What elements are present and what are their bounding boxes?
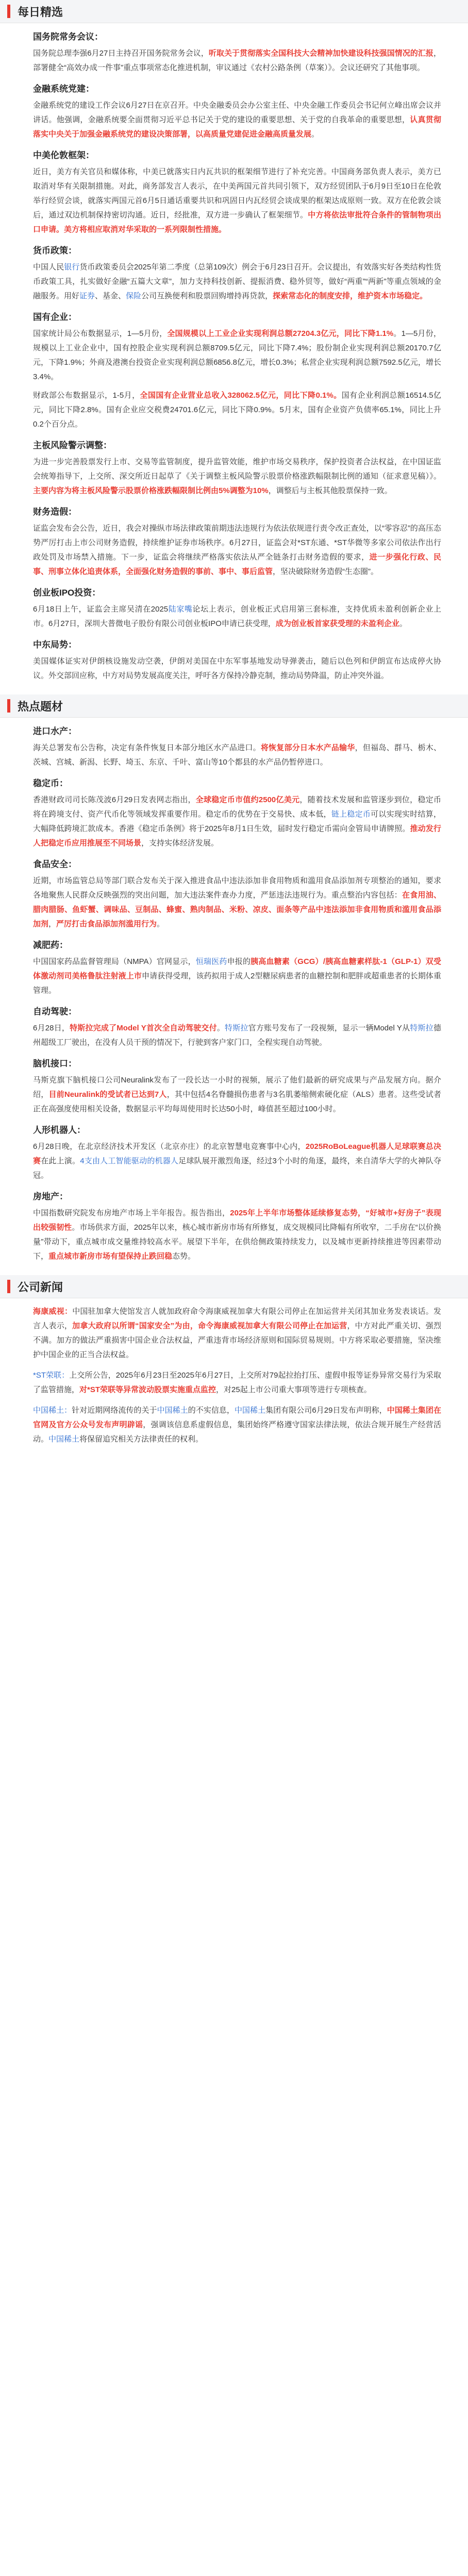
section-header-hot xyxy=(0,694,468,718)
highlight-text: 在食用油、腊肉腊肠、鱼虾蟹、调味品、豆制品、蜂蜜、熟肉制品、米粉、凉皮、面条等产品中违法添加非食用物质和滥用食品添加剂 xyxy=(33,891,441,928)
news-paragraph xyxy=(33,654,441,683)
highlight-text: 特斯拉完成了Model Y首次全自动驾驶交付 xyxy=(70,1024,217,1032)
news-item-title: 国有企业： xyxy=(33,312,77,322)
body-text: 将保留追究相关方法律责任的权利。 xyxy=(79,1435,204,1444)
stock-link[interactable]: 保险 xyxy=(126,292,142,300)
news-item xyxy=(33,1403,441,1447)
news-item-title: 人形机器人： xyxy=(33,1125,86,1135)
news-paragraph xyxy=(33,98,441,142)
body-text: 6月28日晚，在北京经济技术开发区（北京亦庄）的北京智慧电竞赛事中心内， xyxy=(33,1142,306,1151)
news-item xyxy=(33,243,441,303)
news-item-title: 创业板IPO投资： xyxy=(33,588,101,598)
body-text: 为进一步完善股票发行上市、交易等监管制度，提升监管效能，维护市场交易秩序，保护投资者合法权益，在中国证监会统筹指导下，上交所、深交所近日起草了《关于调整主板风险警示股票价格涨跌幅限制比例的通知（征求意见稿）》。 xyxy=(33,457,441,481)
news-paragraph xyxy=(33,1206,441,1264)
body-text: ，部署健全“高效办成一件事”重点事项常态化推进机制，审议通过《农村公路条例（草案）》。会议还研究了其他事项。 xyxy=(33,49,441,72)
body-text: 。 xyxy=(157,920,165,928)
stock-link[interactable]: 银行 xyxy=(64,263,80,272)
body-text: 。 xyxy=(399,619,407,628)
body-text: ，支持实体经济发展。 xyxy=(141,839,219,848)
news-item xyxy=(33,724,441,770)
stock-link[interactable]: 中国稀土 xyxy=(234,1406,266,1415)
body-text: 6月18日上午，证监会主席吴清在2025 xyxy=(33,605,169,614)
highlight-text: 胰高血糖素（GCG）/胰高血糖素样肽-1（GLP-1）双受体激动剂司美格鲁肽注射液上市 xyxy=(33,957,441,980)
news-item xyxy=(33,1123,441,1183)
body-text: 中国国家药品监督管理局（NMPA）官网显示， xyxy=(33,957,196,966)
body-text: ，中方对此严重关切、强烈不满。加方的做法严重损害中国企业合法权益，严重违背市场经济原则和国际贸易规则。中方将采取必要措施，坚决维护中国企业的正当合法权益。 xyxy=(33,1321,441,1359)
stock-link[interactable]: 特斯拉 xyxy=(410,1024,433,1032)
stock-link[interactable]: 4支由人工智能驱动的机器人 xyxy=(80,1157,179,1165)
highlight-text: 推动发行人把稳定币应用推展至不同场景 xyxy=(33,824,441,848)
news-item xyxy=(33,938,441,998)
news-item xyxy=(33,776,441,851)
highlight-text: 全国国有企业营业总收入328062.5亿元，同比下降0.1%。 xyxy=(140,391,342,400)
news-item xyxy=(33,504,441,579)
body-text: 官方账号发布了一段视频，显示一辆Model Y从 xyxy=(248,1024,410,1032)
highlight-text: 听取关于贯彻落实全国科技大会精神加快建设科技强国情况的汇报 xyxy=(208,49,433,58)
body-text: 。1—5月份，规模以上工业企业中，国有控股企业实现利润总额8709.5亿元，同比下降7.4%；股份制企业实现利润总额20170.7亿元，下降1.9%；外商及港澳台投资企业实现利润总额6856.8亿元，增长0.3%；私营企业实现利润总额7592.5亿元，增长3.4%。 xyxy=(33,329,442,381)
body-text: 足球队展开激烈角逐，经过3个小时的角逐，最终，来自清华大学的火神队夺冠。 xyxy=(33,1157,441,1180)
news-paragraph xyxy=(33,455,441,498)
highlight-text: 进一步强化行政、民事、刑事立体化追责体系，全面强化财务造假的事前、事中、事后监管 xyxy=(33,553,441,576)
body-text: 针对近期网络流传的关于 xyxy=(72,1406,157,1415)
body-text: 中国指数研究院发布房地产市场上半年报告。报告指出， xyxy=(33,1209,230,1217)
news-paragraph xyxy=(33,1140,441,1183)
stock-link[interactable]: *ST荣联： xyxy=(33,1371,70,1380)
section-company xyxy=(0,1275,468,1458)
section-bar xyxy=(7,699,10,713)
section-daily xyxy=(0,0,468,694)
section-title: 热点题材 xyxy=(18,700,63,713)
news-item-title: 中美伦敦框架： xyxy=(33,150,94,160)
body-text: 。市场供求方面，2025年以来，核心城市新房市场有所修复，成交规模同比降幅有所收窄，二手房在“以价换量”带动下，重点城市成交量维持较高水平。展望下半年，在供给侧政策持续发力，以及城市更新持续推进等因素带动下， xyxy=(33,1223,441,1261)
news-item-title: 货币政策： xyxy=(33,246,77,256)
body-text: 态势。 xyxy=(172,1252,196,1261)
section-header-company xyxy=(0,1275,468,1298)
body-text: 申报的 xyxy=(227,957,251,966)
body-text: 6月28日， xyxy=(33,1024,70,1032)
body-text: 国家统计局公布数据显示，1—5月份， xyxy=(33,329,168,338)
news-item-title: 国务院常务会议： xyxy=(33,32,103,42)
news-item xyxy=(33,585,441,631)
highlight-text: 重点城市新房市场有望保持止跌回稳 xyxy=(48,1252,173,1261)
body-text: ，调整后与主板其他股票保持一致。 xyxy=(268,486,392,495)
section-bar xyxy=(7,1280,10,1293)
news-paragraph xyxy=(33,1304,441,1362)
section-title: 公司新闻 xyxy=(18,1280,63,1294)
highlight-text: 2025RoBoLeague机器人足球联赛总决赛 xyxy=(33,1142,442,1165)
body-text: 。 xyxy=(216,1024,225,1032)
news-item xyxy=(33,310,441,432)
body-text: 德州超级工厂驶出，在没有人员干预的情况下，行驶到客户家门口，全程实现自动驾驶。 xyxy=(33,1024,441,1047)
stock-link[interactable]: 证券 xyxy=(79,292,95,300)
news-item xyxy=(33,29,441,75)
highlight-text: 2025年上半年市场整体延续修复态势，“好城市+好房子”表现出较强韧性 xyxy=(33,1209,441,1232)
news-item-title: 稳定币： xyxy=(33,778,68,788)
body-text: 美国媒体证实对伊朗核设施发动空袭，伊朗对美国在中东军事基地发动导弹袭击，随后以色列和伊朗宣布达成停火协议。外交部回应称，中方对局势发展高度关注，呼吁各方保持冷静克制，推动局势降温，防止冲突外溢。 xyxy=(33,657,441,680)
highlight-text: 中方将依法审批符合条件的管制物项出口申请。美方将相应取消对华采取的一系列限制性措施。 xyxy=(33,211,441,234)
news-item-title: 中东局势： xyxy=(33,640,77,650)
body-text: 申请获得受理，该药拟用于成人2型糖尿病患者的血糖控制和肥胖或超重患者的长期体重管理。 xyxy=(33,972,441,995)
stock-link[interactable]: 中国稀土 xyxy=(48,1435,80,1444)
news-paragraph xyxy=(33,874,441,931)
body-text: 中国人民 xyxy=(33,263,64,272)
highlight-text: 目前Neuralink的受试者已达到7人 xyxy=(48,1090,167,1099)
body-text: 货币政策委员会2025年第二季度（总第109次）例会于6月23日召开。会议提出，有效落实好各类结构性货币政策工具，扎实做好金融“五篇大文章”，加力支持科技创新、提振消费、稳外贸等，做好“两重”“两新”等重点领域的金融服务。用好 xyxy=(33,263,441,300)
highlight-text: 成为创业板首家获受理的未盈利企业 xyxy=(275,619,399,628)
body-text: 近日，美方有关官员和媒体称，中美已就落实日内瓦共识的框架细节进行了补充完善。中国商务部负责人表示，美方已取消对华有关限制措施。对此，商务部发言人表示，在中美两国元首共同引领下，双方经贸团队于6月9日至10日在伦敦举行经贸会谈，就落实两国元首6月5日通话重要共识和巩固日内瓦经贸会谈成果的框架达成原则一致。双方在伦敦会谈后，通过双边机制保持密切沟通。近日，经批准，双方进一步确认了框架细节。 xyxy=(33,167,441,219)
body-text: 可以实现实时结算，大幅降低跨境汇款成本。香港《稳定币条例》将于2025年8月1日生效，届时发行稳定币需向金管局申请牌照。 xyxy=(33,810,441,833)
news-item-title: 进口水产： xyxy=(33,726,77,736)
news-item-title: 脑机接口： xyxy=(33,1059,77,1069)
stock-link[interactable]: 特斯拉 xyxy=(225,1024,248,1032)
section-hot xyxy=(0,694,468,1275)
body-text: ，但福岛、群马、栃木、茨城、宫城、新潟、长野、埼玉、东京、千叶、富山等10个都县的水产品仍暂停进口。 xyxy=(33,743,441,767)
body-text: 在此上演。 xyxy=(41,1157,80,1165)
highlight-text: 中国稀土集团在官网及官方公众号发布声明辟谣 xyxy=(33,1406,441,1429)
body-text: 国有企业利润总额16514.5亿元，同比下降2.8%。国有企业应交税费24701.6亿元，同比下降0.9%。5月末，国有企业资产负债率65.1%，同比上升0.2个百分点。 xyxy=(33,391,441,429)
news-item-title: 财务造假： xyxy=(33,507,77,517)
news-item-title: 食品安全： xyxy=(33,859,77,869)
stock-link[interactable]: 陆家嘴 xyxy=(168,605,193,614)
highlight-text: 对*ST荣联等异常波动股票实施重点监控 xyxy=(79,1385,216,1394)
news-item xyxy=(33,148,441,237)
news-item xyxy=(33,1189,441,1264)
highlight-text: 认真贯彻落实中央关于加强金融系统党的建设决策部署，以高质量党建促进金融高质量发展 xyxy=(33,115,441,139)
section-title: 每日精选 xyxy=(18,5,63,19)
news-item xyxy=(33,1304,441,1362)
body-text: 近期，市场监管总局等部门联合发布关于深入推进食品中违法添加非食用物质和滥用食品添加剂专项整治的通知，要求各地聚焦人民群众反映强烈的突出问题，加大违法案件查办力度，严惩违法违规行为。重点整治内容包括： xyxy=(33,876,441,900)
body-text: ，其中包括4名脊髓损伤患者与3名肌萎缩侧索硬化症（ALS）患者。这些受试者正在高强度使用相关设备，数据显示平均每周使用时长达50小时，峰值甚至超过100小时。 xyxy=(33,1090,441,1113)
news-paragraph xyxy=(33,1021,441,1050)
highlight-text: 全国规模以上工业企业实现利润总额27204.3亿元，同比下降1.1% xyxy=(167,329,394,338)
news-paragraph xyxy=(33,602,441,631)
body-text: ，随着技术发展和监管逐步到位，稳定币将在跨境支付、资产代币化等领域发挥重要作用。稳定币的优势在于交易快、成本低， xyxy=(33,795,441,819)
body-text: 马斯克旗下脑机接口公司Neuralink发布了一段长达一小时的视频，展示了他们最新的研究成果与产品发展方向。据介绍， xyxy=(33,1076,441,1099)
news-paragraph xyxy=(33,46,441,75)
news-paragraph xyxy=(33,793,441,851)
highlight-text: 探索常态化的制度安排，维护资本市场稳定。 xyxy=(273,292,428,300)
news-paragraph xyxy=(33,741,441,770)
news-item-title: 金融系统党建： xyxy=(33,84,94,94)
body-text: ，坚决破除财务造假“生态圈”。 xyxy=(273,567,379,576)
body-text: 、基金、 xyxy=(95,292,126,300)
news-paragraph xyxy=(33,327,441,384)
body-text: 金融系统党的建设工作会议6月27日在京召开。中央金融委员会办公室主任、中央金融工作委员会书记何立峰出席会议并讲话。他强调，金融系统要全面贯彻习近平总书记关于党的建设的重要思想、关于党的自我革命的重要思想， xyxy=(33,101,441,124)
body-text: 集团有限公司6月29日发布声明称， xyxy=(265,1406,387,1415)
news-item xyxy=(33,1368,441,1397)
body-text: ， xyxy=(48,920,57,928)
section-content xyxy=(0,1298,468,1458)
body-text: 财政部公布数据显示，1-5月， xyxy=(33,391,140,400)
news-paragraph xyxy=(33,1403,441,1447)
section-content xyxy=(0,718,468,1275)
news-paragraph xyxy=(33,521,441,579)
news-paragraph xyxy=(33,1368,441,1397)
news-paragraph xyxy=(33,1073,441,1116)
news-item xyxy=(33,81,441,142)
body-text: 海关总署发布公告称，决定有条件恢复日本部分地区水产品进口。 xyxy=(33,743,261,752)
news-paragraph xyxy=(33,165,441,237)
highlight-text: 海康威视： xyxy=(33,1307,73,1316)
body-text: 上交所公告，2025年6月23日至2025年6月27日，上交所对79起拉抬打压、虚假申报等证券异常交易行为采取了监管措施， xyxy=(33,1371,441,1394)
highlight-text: 加拿大政府以所谓“国家安全”为由，命令海康威视加拿大有限公司停止在加运营 xyxy=(72,1321,347,1330)
news-item xyxy=(33,1056,441,1116)
news-item xyxy=(33,857,441,931)
body-text: 证监会发布会公告，近日，我会对操纵市场法律政策前期违法违规行为依法依规进行责令改正查处，以“零容忍”的高压态势严厉打击上市公司财务造假，持续维护证券市场秩序。6月27日，证监会对*ST东通、*ST华微等多家公司依法作出行政处罚及市场禁入措施。下一步，证监会将继续严格落实依法从严全链条打击财务造假的要求， xyxy=(33,524,441,562)
stock-link[interactable]: 中国稀土： xyxy=(33,1406,72,1415)
section-header-daily xyxy=(0,0,468,23)
stock-link[interactable]: 恒瑞医药 xyxy=(195,957,227,966)
body-text: 中国驻加拿大使馆发言人就加政府命令海康威视加拿大有限公司停止在加运营并关闭其加业务发表谈话。发言人表示， xyxy=(33,1307,441,1330)
news-paragraph xyxy=(33,388,441,432)
news-item xyxy=(33,438,441,498)
section-bar xyxy=(7,5,10,18)
body-text: 的不实信息， xyxy=(188,1406,235,1415)
highlight-text: 严厉打击食品添加剂滥用行为 xyxy=(56,920,157,928)
news-item-title: 房地产： xyxy=(33,1192,68,1201)
body-text: ，对25起上市公司重大事项等进行专项核查。 xyxy=(216,1385,372,1394)
news-item xyxy=(33,1004,441,1050)
body-text: ，强调该信息系虚假信息，集团始终严格遵守国家法律法规，依法合规开展生产经营活动。 xyxy=(33,1420,441,1444)
news-paragraph xyxy=(33,260,441,303)
stock-link[interactable]: 中国稀土 xyxy=(157,1406,188,1415)
news-item-title: 自动驾驶： xyxy=(33,1007,77,1016)
body-text: 国务院总理李强6月27日主持召开国务院常务会议， xyxy=(33,49,209,58)
body-text: 香港财政司司长陈茂波6月29日发表网志指出， xyxy=(33,795,196,804)
section-content xyxy=(0,23,468,694)
news-paragraph xyxy=(33,955,441,998)
highlight-text: 全球稳定币市值约2500亿美元 xyxy=(195,795,300,804)
stock-link[interactable]: 链上稳定币 xyxy=(331,810,371,819)
news-item-title: 减肥药： xyxy=(33,940,68,950)
body-text: 公司互换便利和股票回购增持再贷款， xyxy=(141,292,273,300)
highlight-text: 主要内容为将主板风险警示股票价格涨跌幅限制比例由5%调整为10% xyxy=(33,486,269,495)
body-text: 。 xyxy=(311,130,320,139)
body-text: 论坛上表示，创业板正式启用第三套标准，支持优质未盈利创新企业上市。6月27日，深圳大普微电子股份有限公司创业板IPO申请已获受理， xyxy=(33,605,441,628)
news-item-title: 主板风险警示调整： xyxy=(33,440,112,450)
news-item xyxy=(33,637,441,683)
highlight-text: 将恢复部分日本水产品输华 xyxy=(260,743,355,752)
